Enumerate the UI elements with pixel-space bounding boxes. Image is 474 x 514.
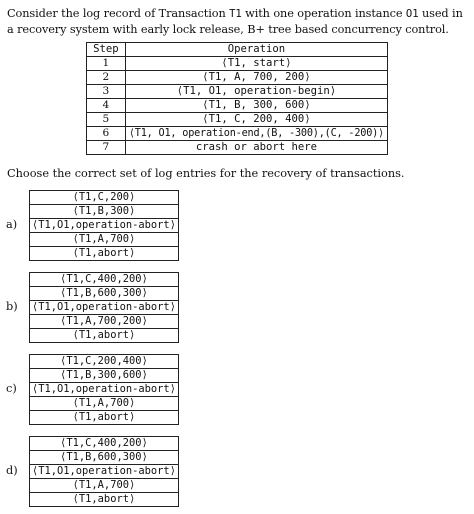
- option-entry: ⟨T1,abort⟩: [30, 329, 179, 343]
- option-entry: ⟨T1,B,600,300⟩: [30, 287, 179, 301]
- option-entry: ⟨T1,O1,operation-abort⟩: [30, 465, 179, 479]
- option-entry: ⟨T1,A,700,200⟩: [30, 315, 179, 329]
- log-operation: ⟨T1, O1, operation-end,(B, -300),(C, -200)⟩: [125, 127, 387, 141]
- option-entry: ⟨T1,abort⟩: [30, 411, 179, 425]
- log-step: 7: [87, 141, 126, 155]
- option-letter: a): [6, 218, 18, 231]
- option-entry: ⟨T1,abort⟩: [30, 493, 179, 507]
- log-step: 5: [87, 113, 126, 127]
- log-operation: ⟨T1, C, 200, 400⟩: [125, 113, 387, 127]
- option-entry: ⟨T1,C,200,400⟩: [30, 355, 179, 369]
- intro-text-3: used in a recovery system with early lock release, B+ tree based concurrency control.: [7, 7, 463, 36]
- option-entry: ⟨T1,B,600,300⟩: [30, 451, 179, 465]
- transaction-id: T1: [229, 8, 242, 20]
- option-entry: ⟨T1,A,700⟩: [30, 479, 179, 493]
- log-row: [87, 99, 388, 113]
- option-entry: ⟨T1,O1,operation-abort⟩: [30, 219, 179, 233]
- operation-header: Operation: [125, 43, 387, 57]
- log-step: 2: [87, 71, 126, 85]
- option-log-table: [29, 354, 179, 425]
- option-entry: ⟨T1,A,700⟩: [30, 397, 179, 411]
- option-letter: c): [6, 382, 17, 395]
- option-letter: b): [6, 300, 18, 313]
- option-entry: ⟨T1,O1,operation-abort⟩: [30, 383, 179, 397]
- log-row: [87, 57, 388, 71]
- option-entry: ⟨T1,A,700⟩: [30, 233, 179, 247]
- log-operation: ⟨T1, A, 700, 200⟩: [125, 71, 387, 85]
- option-entry: ⟨T1,C,400,200⟩: [30, 273, 179, 287]
- question-prompt: Choose the correct set of log entries for the recovery of transactions.: [7, 167, 405, 180]
- option-entry: ⟨T1,C,400,200⟩: [30, 437, 179, 451]
- log-row: [87, 141, 388, 155]
- log-operation: ⟨T1, B, 300, 600⟩: [125, 99, 387, 113]
- log-row: [87, 127, 388, 141]
- option-entry: ⟨T1,abort⟩: [30, 247, 179, 261]
- option-entry: ⟨T1,C,200⟩: [30, 191, 179, 205]
- intro-text-1: Consider the log record of Transaction: [7, 7, 230, 20]
- log-row: [87, 113, 388, 127]
- log-record-table: [86, 42, 388, 155]
- log-operation: crash or abort here: [125, 141, 387, 155]
- log-step: 3: [87, 85, 126, 99]
- log-step: 4: [87, 99, 126, 113]
- intro-text-2: with one operation instance: [241, 7, 406, 20]
- option-letter: d): [6, 464, 18, 477]
- log-table-header-row: [87, 43, 388, 57]
- option-log-table: [29, 190, 179, 261]
- log-operation: ⟨T1, O1, operation-begin⟩: [125, 85, 387, 99]
- option-entry: ⟨T1,B,300⟩: [30, 205, 179, 219]
- question-intro: [7, 6, 469, 37]
- log-operation: ⟨T1, start⟩: [125, 57, 387, 71]
- step-header: Step: [87, 43, 126, 57]
- log-row: [87, 85, 388, 99]
- option-entry: ⟨T1,O1,operation-abort⟩: [30, 301, 179, 315]
- option-entry: ⟨T1,B,300,600⟩: [30, 369, 179, 383]
- operation-id: O1: [405, 8, 419, 20]
- log-row: [87, 71, 388, 85]
- log-step: 6: [87, 127, 126, 141]
- log-step: 1: [87, 57, 126, 71]
- option-log-table: [29, 436, 179, 507]
- option-log-table: [29, 272, 179, 343]
